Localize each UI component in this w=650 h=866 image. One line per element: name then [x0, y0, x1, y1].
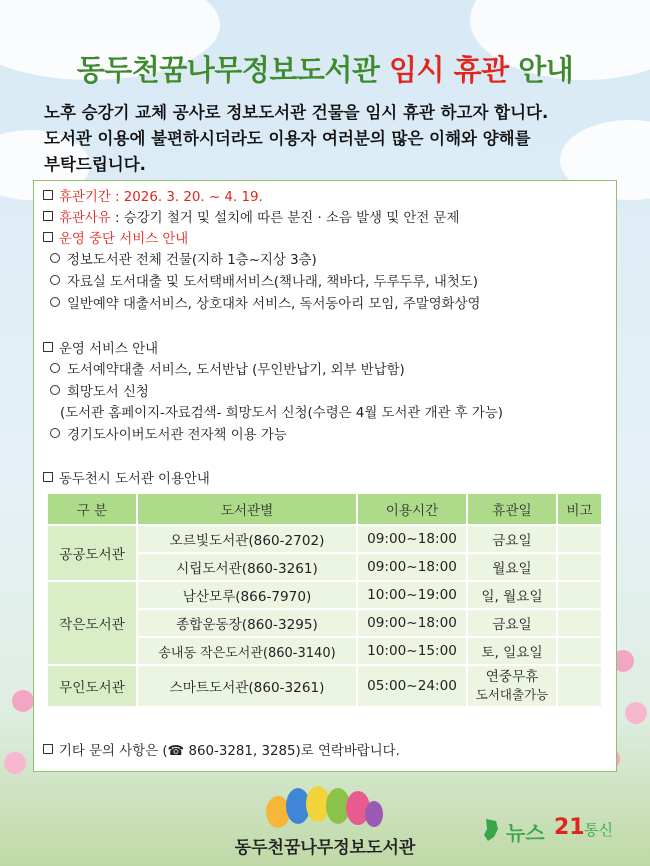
intro-line: 부탁드립니다.	[44, 155, 146, 174]
checkbox-square-icon	[43, 342, 53, 352]
library-table	[46, 492, 603, 708]
library-name-cell: 스마트도서관(860-3261)	[137, 665, 357, 707]
column-header: 구 분	[47, 493, 137, 525]
library-name-cell: 시립도서관(860-3261)	[137, 553, 357, 581]
page-title	[0, 48, 650, 89]
running-heading-line	[43, 341, 158, 359]
suspended-heading: 운영 중단 서비스 안내	[59, 232, 189, 247]
running-item	[50, 384, 149, 402]
table-header-row	[47, 493, 602, 525]
libinfo-heading: 동두천시 도서관 이용안내	[59, 472, 210, 487]
circle-bullet-icon	[50, 297, 60, 307]
running-item-text: 경기도사이버도서관 전자책 이용 가능	[67, 428, 287, 443]
closed-day-line: 연중무휴	[485, 669, 539, 685]
suspended-item-text: 자료실 도서대출 및 도서택배서비스(책나래, 책바다, 두루두루, 내첫도)	[67, 275, 478, 290]
note-cell	[557, 581, 602, 609]
reason-text: : 승강기 철거 및 설치에 따른 분진 · 소음 발생 및 안전 문제	[110, 211, 460, 226]
closed-day-cell: 금요일	[467, 525, 557, 553]
title-closure: 임시 휴관	[388, 53, 509, 87]
flower-decoration	[12, 690, 34, 712]
library-name-cell: 종합운동장(860-3295)	[137, 609, 357, 637]
reason-line	[43, 210, 459, 228]
running-item	[50, 427, 287, 445]
running-item-text: 도서예약대출 서비스, 도서반납 (무인반납기, 외부 반납함)	[67, 363, 405, 378]
circle-bullet-icon	[50, 363, 60, 373]
closed-day-cell: 일, 월요일	[467, 581, 557, 609]
category-cell: 작은도서관	[47, 581, 137, 665]
circle-bullet-icon	[50, 253, 60, 263]
note-cell	[557, 637, 602, 665]
note-cell	[557, 665, 602, 707]
contact-text: 기타 문의 사항은 (☎ 860-3281, 3285)로 연락바랍니다.	[59, 744, 400, 759]
closed-day-cell: 금요일	[467, 609, 557, 637]
leaf-logo-icon	[260, 782, 390, 830]
closed-day-line: 도서대출가능	[475, 687, 549, 702]
korea-map-icon	[478, 817, 504, 843]
brand-number: 21	[554, 815, 585, 840]
intro-line: 도서관 이용에 불편하시더라도 이용자 여러분의 많은 이해와 양해를	[44, 129, 531, 148]
reason-label: 휴관사유	[59, 211, 111, 226]
hours-cell: 09:00~18:00	[357, 525, 467, 553]
circle-bullet-icon	[50, 385, 60, 395]
intro-line: 노후 승강기 교체 공사로 정보도서관 건물을 임시 휴관 하고자 합니다.	[44, 103, 549, 122]
column-header: 이용시간	[357, 493, 467, 525]
suspended-item	[50, 296, 480, 314]
table-row	[47, 581, 602, 609]
table-row	[47, 525, 602, 553]
closed-day-cell: 토, 일요일	[467, 637, 557, 665]
library-name-cell: 송내동 작은도서관(860-3140)	[137, 637, 357, 665]
suspended-item-text: 일반예약 대출서비스, 상호대차 서비스, 독서동아리 모임, 주말영화상영	[67, 297, 481, 312]
running-item-detail: (도서관 홈페이지-자료검색- 희망도서 신청(수령은 4월 도서관 개관 후 가능)	[60, 406, 504, 421]
brand-tongsin: 통신	[584, 821, 613, 839]
closed-day-cell: 월요일	[467, 553, 557, 581]
note-cell	[557, 609, 602, 637]
column-header: 도서관별	[137, 493, 357, 525]
suspended-heading-line	[43, 231, 188, 249]
title-notice: 안내	[518, 53, 574, 87]
hours-cell: 09:00~18:00	[357, 609, 467, 637]
running-heading: 운영 서비스 안내	[59, 342, 159, 357]
table-row	[47, 665, 602, 707]
footer-library-name: 동두천꿈나무정보도서관	[234, 838, 416, 858]
period-line	[43, 189, 263, 207]
checkbox-square-icon	[43, 472, 53, 482]
flower-decoration	[625, 702, 647, 724]
watermark-brand	[478, 815, 638, 845]
note-cell	[557, 553, 602, 581]
library-name-cell: 남산모루(866-7970)	[137, 581, 357, 609]
category-cell: 공공도서관	[47, 525, 137, 581]
libinfo-heading-line	[43, 471, 210, 489]
circle-bullet-icon	[50, 428, 60, 438]
brand-news: 뉴스	[506, 821, 545, 845]
checkbox-square-icon	[43, 190, 53, 200]
suspended-item	[50, 252, 317, 270]
checkbox-square-icon	[43, 744, 53, 754]
intro-text	[44, 100, 624, 178]
category-cell: 무인도서관	[47, 665, 137, 707]
hours-cell: 10:00~19:00	[357, 581, 467, 609]
notice-box	[33, 180, 617, 772]
circle-bullet-icon	[50, 275, 60, 285]
hours-cell: 05:00~24:00	[357, 665, 467, 707]
suspended-item	[50, 274, 478, 292]
running-item-text: 희망도서 신청	[67, 385, 149, 400]
contact-line	[43, 743, 400, 761]
running-item	[50, 362, 405, 380]
flower-decoration	[4, 752, 26, 774]
column-header: 휴관일	[467, 493, 557, 525]
hours-cell: 09:00~18:00	[357, 553, 467, 581]
closed-day-cell	[467, 665, 557, 707]
note-cell	[557, 525, 602, 553]
library-name-cell: 오르빛도서관(860-2702)	[137, 525, 357, 553]
column-header: 비고	[557, 493, 602, 525]
checkbox-square-icon	[43, 232, 53, 242]
checkbox-square-icon	[43, 211, 53, 221]
hours-cell: 10:00~15:00	[357, 637, 467, 665]
suspended-item-text: 정보도서관 전체 건물(지하 1층~지상 3층)	[67, 253, 317, 268]
period-label: 휴관기간 : 2026. 3. 20. ~ 4. 19.	[59, 190, 263, 205]
title-library-name: 동두천꿈나무정보도서관	[76, 53, 380, 87]
